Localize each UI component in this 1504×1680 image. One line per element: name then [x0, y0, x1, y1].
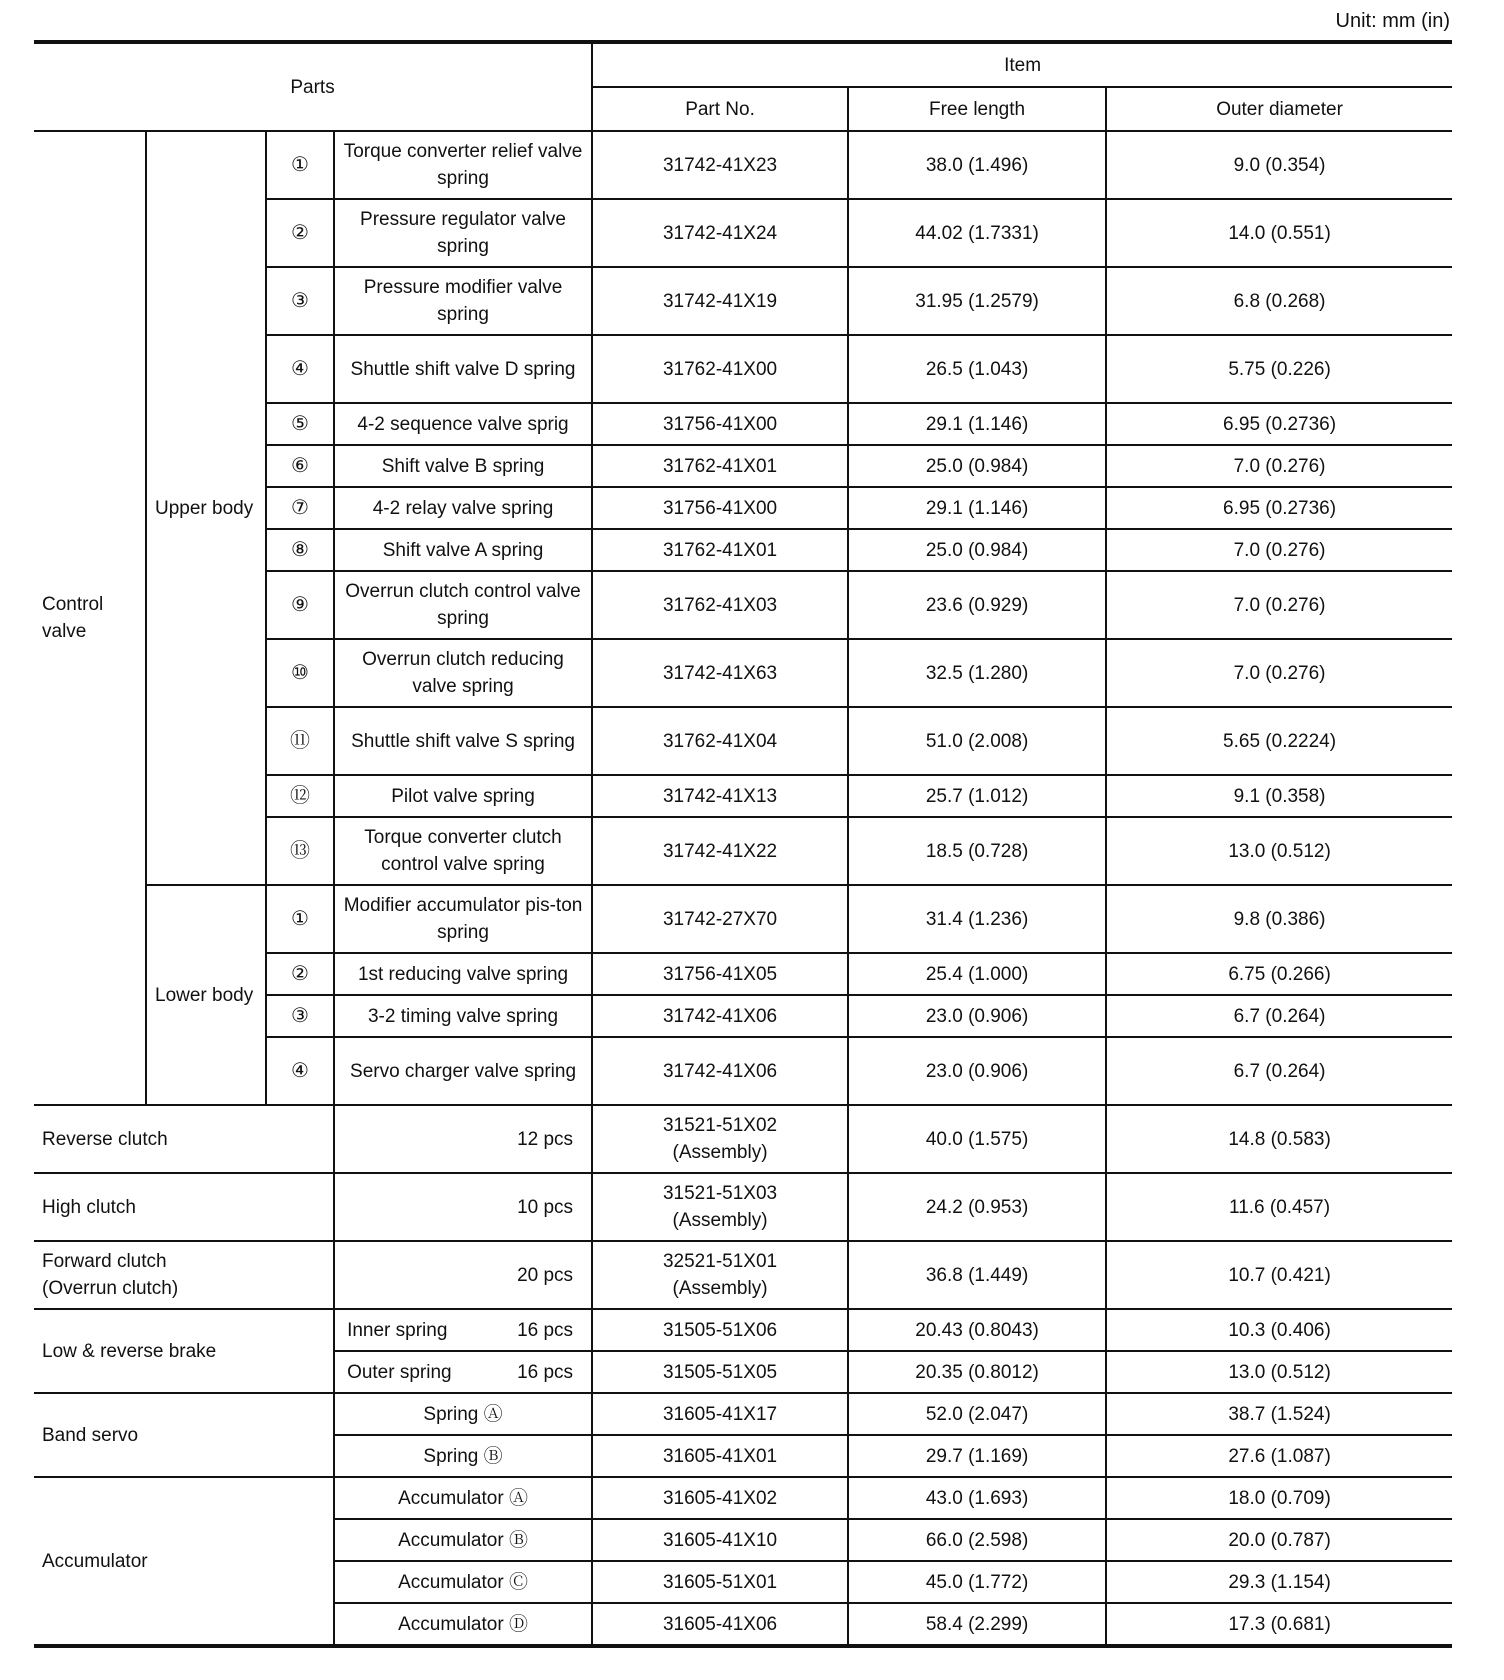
outer-diameter-cell: 29.3 (1.154) [1106, 1561, 1452, 1603]
free-length-cell: 26.5 (1.043) [848, 335, 1106, 403]
outer-diameter-cell: 6.8 (0.268) [1106, 267, 1452, 335]
sub-part-cell: Spring Ⓑ [334, 1435, 592, 1477]
free-length-cell: 29.1 (1.146) [848, 487, 1106, 529]
part-name-cell: Shift valve B spring [334, 445, 592, 487]
table-row [34, 885, 1452, 953]
part-name-cell: Shift valve A spring [334, 529, 592, 571]
sub-part-cell: Accumulator Ⓑ [334, 1519, 592, 1561]
table-row [34, 1105, 1452, 1173]
part-name-cell: 4-2 relay valve spring [334, 487, 592, 529]
quantity-cell: 20 pcs [334, 1241, 592, 1309]
quantity-cell: 12 pcs [334, 1105, 592, 1173]
sub-part-cell: Spring Ⓐ [334, 1393, 592, 1435]
item-number: ④ [266, 335, 334, 403]
item-number: ⑦ [266, 487, 334, 529]
free-length-cell: 31.95 (1.2579) [848, 267, 1106, 335]
item-number: ⑤ [266, 403, 334, 445]
free-length-cell: 23.6 (0.929) [848, 571, 1106, 639]
table-row [34, 1309, 1452, 1351]
free-length-cell: 25.4 (1.000) [848, 953, 1106, 995]
part-name-cell: 1st reducing valve spring [334, 953, 592, 995]
part-no-cell: 31605-41X06 [592, 1603, 848, 1646]
header-outer-diameter: Outer diameter [1106, 87, 1452, 131]
clutch-name-alt: (Overrun clutch) [42, 1278, 179, 1299]
part-no-cell: 31762-41X01 [592, 529, 848, 571]
part-no-cell: 31742-41X19 [592, 267, 848, 335]
part-no-cell: 31756-41X00 [592, 487, 848, 529]
free-length-cell: 29.7 (1.169) [848, 1435, 1106, 1477]
free-length-cell: 25.0 (0.984) [848, 529, 1106, 571]
outer-diameter-cell: 10.7 (0.421) [1106, 1241, 1452, 1309]
part-name-cell: Shuttle shift valve D spring [334, 335, 592, 403]
part-no-cell: 31605-41X17 [592, 1393, 848, 1435]
outer-diameter-cell: 17.3 (0.681) [1106, 1603, 1452, 1646]
header-row [34, 42, 1452, 87]
sub-part-cell: Accumulator Ⓒ [334, 1561, 592, 1603]
low-reverse-brake-name: Low & reverse brake [34, 1309, 334, 1393]
unit-label: Unit: mm (in) [1335, 10, 1450, 32]
part-no-cell [592, 1241, 848, 1309]
free-length-cell: 29.1 (1.146) [848, 403, 1106, 445]
item-number: ① [266, 885, 334, 953]
part-no-cell [592, 1173, 848, 1241]
free-length-cell: 36.8 (1.449) [848, 1241, 1106, 1309]
part-no-cell: 31742-41X06 [592, 1037, 848, 1105]
group-lower-body: Lower body [146, 885, 266, 1105]
item-number: ⑥ [266, 445, 334, 487]
item-number: ② [266, 199, 334, 267]
sub-part-cell: Accumulator Ⓓ [334, 1603, 592, 1646]
free-length-cell: 38.0 (1.496) [848, 131, 1106, 199]
table-row [34, 1393, 1452, 1435]
free-length-cell: 52.0 (2.047) [848, 1393, 1106, 1435]
clutch-name-cell [34, 1105, 334, 1173]
part-name-cell: 4-2 sequence valve sprig [334, 403, 592, 445]
outer-diameter-cell: 11.6 (0.457) [1106, 1173, 1452, 1241]
outer-diameter-cell: 38.7 (1.524) [1106, 1393, 1452, 1435]
item-number: ③ [266, 267, 334, 335]
sub-part-cell: Accumulator Ⓐ [334, 1477, 592, 1519]
outer-diameter-cell: 13.0 (0.512) [1106, 1351, 1452, 1393]
item-number: ④ [266, 1037, 334, 1105]
free-length-cell: 40.0 (1.575) [848, 1105, 1106, 1173]
part-no-note: (Assembly) [672, 1210, 768, 1231]
free-length-cell: 23.0 (0.906) [848, 995, 1106, 1037]
item-number: ⑩ [266, 639, 334, 707]
free-length-cell: 20.43 (0.8043) [848, 1309, 1106, 1351]
part-name-cell: Pressure modifier valve spring [334, 267, 592, 335]
part-name-cell: Overrun clutch control valve spring [334, 571, 592, 639]
outer-diameter-cell: 14.8 (0.583) [1106, 1105, 1452, 1173]
part-no-cell: 31742-27X70 [592, 885, 848, 953]
part-no-cell: 31605-51X01 [592, 1561, 848, 1603]
free-length-cell: 25.7 (1.012) [848, 775, 1106, 817]
quantity-cell: 10 pcs [334, 1173, 592, 1241]
outer-diameter-cell: 7.0 (0.276) [1106, 445, 1452, 487]
part-no-cell: 31762-41X01 [592, 445, 848, 487]
outer-diameter-cell: 6.95 (0.2736) [1106, 487, 1452, 529]
outer-diameter-cell: 27.6 (1.087) [1106, 1435, 1452, 1477]
part-no-cell: 31505-51X05 [592, 1351, 848, 1393]
table-row [34, 131, 1452, 199]
part-no: 31521-51X02 [662, 1115, 778, 1136]
part-name-cell: Pressure regulator valve spring [334, 199, 592, 267]
clutch-name: Forward clutch [42, 1251, 167, 1272]
outer-diameter-cell: 7.0 (0.276) [1106, 639, 1452, 707]
sub-part-name: Inner spring [347, 1319, 448, 1341]
header-item: Item [592, 42, 1452, 87]
free-length-cell: 18.5 (0.728) [848, 817, 1106, 885]
part-no-cell: 31762-41X04 [592, 707, 848, 775]
free-length-cell: 32.5 (1.280) [848, 639, 1106, 707]
outer-diameter-cell: 9.1 (0.358) [1106, 775, 1452, 817]
part-no-cell: 31742-41X23 [592, 131, 848, 199]
outer-diameter-cell: 14.0 (0.551) [1106, 199, 1452, 267]
header-free-length: Free length [848, 87, 1106, 131]
outer-diameter-cell: 5.75 (0.226) [1106, 335, 1452, 403]
band-servo-name: Band servo [34, 1393, 334, 1477]
table-row [34, 1477, 1452, 1519]
clutch-name: Reverse clutch [42, 1128, 168, 1150]
part-no: 32521-51X01 [662, 1251, 778, 1272]
part-no: 31521-51X03 [662, 1183, 778, 1204]
part-no-cell: 31605-41X02 [592, 1477, 848, 1519]
free-length-cell: 20.35 (0.8012) [848, 1351, 1106, 1393]
table-row [34, 1173, 1452, 1241]
free-length-cell: 66.0 (2.598) [848, 1519, 1106, 1561]
part-name-cell: Overrun clutch reducing valve spring [334, 639, 592, 707]
free-length-cell: 24.2 (0.953) [848, 1173, 1106, 1241]
table-row [34, 1241, 1452, 1309]
outer-diameter-cell: 7.0 (0.276) [1106, 529, 1452, 571]
part-no-cell: 31605-41X01 [592, 1435, 848, 1477]
sub-part-cell [334, 1351, 592, 1393]
part-no-cell: 31505-51X06 [592, 1309, 848, 1351]
clutch-name: High clutch [42, 1196, 136, 1218]
part-no-cell: 31742-41X22 [592, 817, 848, 885]
outer-diameter-cell: 6.95 (0.2736) [1106, 403, 1452, 445]
outer-diameter-cell: 5.65 (0.2224) [1106, 707, 1452, 775]
item-number: ⑫ [266, 775, 334, 817]
outer-diameter-cell: 13.0 (0.512) [1106, 817, 1452, 885]
part-no-cell: 31742-41X24 [592, 199, 848, 267]
outer-diameter-cell: 10.3 (0.406) [1106, 1309, 1452, 1351]
part-no-note: (Assembly) [672, 1142, 768, 1163]
outer-diameter-cell: 9.0 (0.354) [1106, 131, 1452, 199]
sub-part-cell [334, 1309, 592, 1351]
outer-diameter-cell: 18.0 (0.709) [1106, 1477, 1452, 1519]
header-parts: Parts [34, 42, 592, 131]
free-length-cell: 31.4 (1.236) [848, 885, 1106, 953]
quantity: 16 pcs [517, 1361, 574, 1383]
part-name-cell: Shuttle shift valve S spring [334, 707, 592, 775]
part-no-cell: 31756-41X05 [592, 953, 848, 995]
group-upper-body: Upper body [146, 131, 266, 885]
part-no-cell [592, 1105, 848, 1173]
part-no-cell: 31762-41X03 [592, 571, 848, 639]
part-name-cell: Servo charger valve spring [334, 1037, 592, 1105]
accumulator-name: Accumulator [34, 1477, 334, 1646]
free-length-cell: 51.0 (2.008) [848, 707, 1106, 775]
spring-spec-table [34, 40, 1452, 1648]
free-length-cell: 25.0 (0.984) [848, 445, 1106, 487]
free-length-cell: 43.0 (1.693) [848, 1477, 1106, 1519]
outer-diameter-cell: 6.7 (0.264) [1106, 1037, 1452, 1105]
quantity: 16 pcs [517, 1319, 574, 1341]
clutch-name-cell [34, 1241, 334, 1309]
outer-diameter-cell: 6.7 (0.264) [1106, 995, 1452, 1037]
part-no-cell: 31742-41X13 [592, 775, 848, 817]
part-name-cell: Torque converter relief valve spring [334, 131, 592, 199]
item-number: ① [266, 131, 334, 199]
part-name-cell: Torque converter clutch control valve spring [334, 817, 592, 885]
outer-diameter-cell: 6.75 (0.266) [1106, 953, 1452, 995]
item-number: ③ [266, 995, 334, 1037]
part-no-note: (Assembly) [672, 1278, 768, 1299]
free-length-cell: 58.4 (2.299) [848, 1603, 1106, 1646]
outer-diameter-cell: 20.0 (0.787) [1106, 1519, 1452, 1561]
item-number: ⑨ [266, 571, 334, 639]
part-no-cell: 31762-41X00 [592, 335, 848, 403]
free-length-cell: 23.0 (0.906) [848, 1037, 1106, 1105]
part-no-cell: 31742-41X63 [592, 639, 848, 707]
outer-diameter-cell: 7.0 (0.276) [1106, 571, 1452, 639]
sub-part-name: Outer spring [347, 1361, 452, 1383]
clutch-name-cell [34, 1173, 334, 1241]
part-no-cell: 31756-41X00 [592, 403, 848, 445]
part-name-cell: Pilot valve spring [334, 775, 592, 817]
item-number: ⑧ [266, 529, 334, 571]
item-number: ⑬ [266, 817, 334, 885]
item-number: ⑪ [266, 707, 334, 775]
group-control-valve: Control valve [34, 131, 146, 1105]
part-name-cell: Modifier accumulator pis-ton spring [334, 885, 592, 953]
part-no-cell: 31742-41X06 [592, 995, 848, 1037]
free-length-cell: 44.02 (1.7331) [848, 199, 1106, 267]
header-part-no: Part No. [592, 87, 848, 131]
free-length-cell: 45.0 (1.772) [848, 1561, 1106, 1603]
outer-diameter-cell: 9.8 (0.386) [1106, 885, 1452, 953]
part-no-cell: 31605-41X10 [592, 1519, 848, 1561]
part-name-cell: 3-2 timing valve spring [334, 995, 592, 1037]
item-number: ② [266, 953, 334, 995]
